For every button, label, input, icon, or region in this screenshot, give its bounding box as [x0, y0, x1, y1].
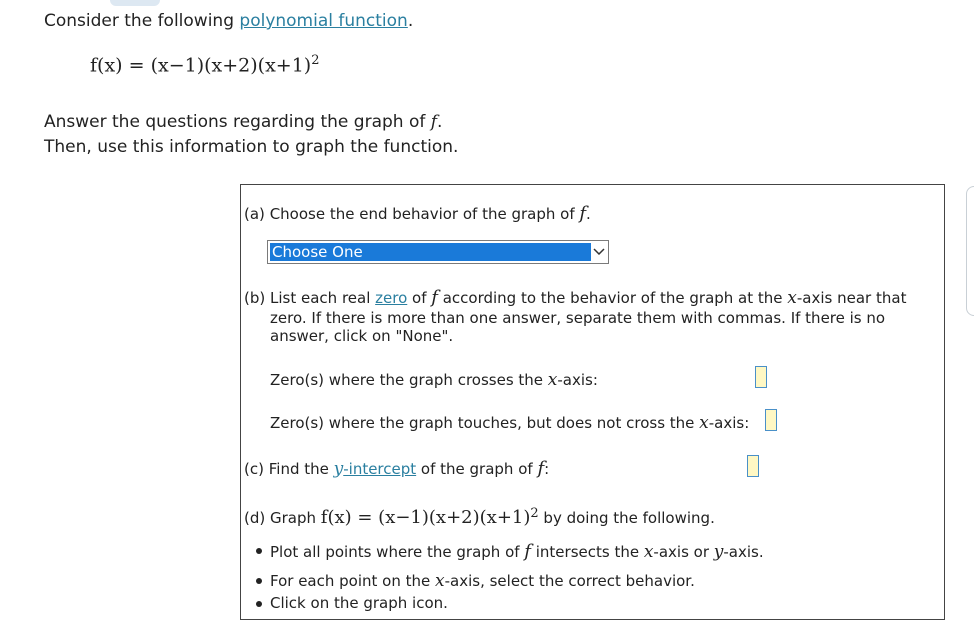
part-a: (a) Choose the end behavior of the graph of f. [244, 203, 591, 224]
y-intercept-answer-input[interactable] [747, 455, 759, 477]
intro-text: Consider the following polynomial function. [44, 11, 414, 31]
part-c: (c) Find the y-intercept of the graph of f: [244, 458, 550, 479]
part-d: (d) Graph $f(x) = (x-1)(x+2)(x+1)^2$ by doing the following. [244, 506, 715, 528]
y-intercept-link[interactable]: -intercept [343, 460, 417, 478]
end-behavior-select[interactable]: Choose One [267, 240, 609, 264]
touches-answer-input[interactable] [765, 409, 777, 431]
question-panel: (a) Choose the end behavior of the graph of f. Choose One (b) List each real zero of f according to the behavior of the graph at the x-axis near that zero. If there is more than one answer, separate them with commas. If there is no answer, click on "None". Zero(s) where the graph crosses the x-axis: Zero(s) where the graph touches, but does not cross the x-axis: (c) Find the y-intercept of the graph of f: (d) Graph $f(x) = (x-1)(x+2)(x+1)^2$ by doing the following. Plot all points where the graph of f intersects the x-axis or y-axis. For each point on the x-axis, select the correct behavior. Click on the graph icon. [240, 184, 945, 620]
chevron-down-icon [590, 241, 608, 263]
touches-label: Zero(s) where the graph touches, but does not cross the x-axis: [270, 413, 750, 433]
crosses-label: Zero(s) where the graph crosses the x-axis: [270, 370, 598, 390]
top-tab[interactable] [110, 0, 160, 6]
part-b: (b) List each real zero of f according to the behavior of the graph at the x-axis near that zero. If there is more than one answer, separate them with commas. If there is no answer, click on "None". [244, 287, 907, 345]
zero-link[interactable]: zero [375, 289, 408, 307]
side-panel-tab[interactable] [966, 186, 974, 316]
polynomial-function-link[interactable]: polynomial function [239, 11, 408, 31]
instructions: Answer the questions regarding the graph of f. Then, use this information to graph the function. [44, 112, 459, 157]
crosses-answer-input[interactable] [755, 366, 767, 388]
function-formula: $f(x) = (x-1)(x+2)(x+1)^2$ [90, 53, 320, 77]
